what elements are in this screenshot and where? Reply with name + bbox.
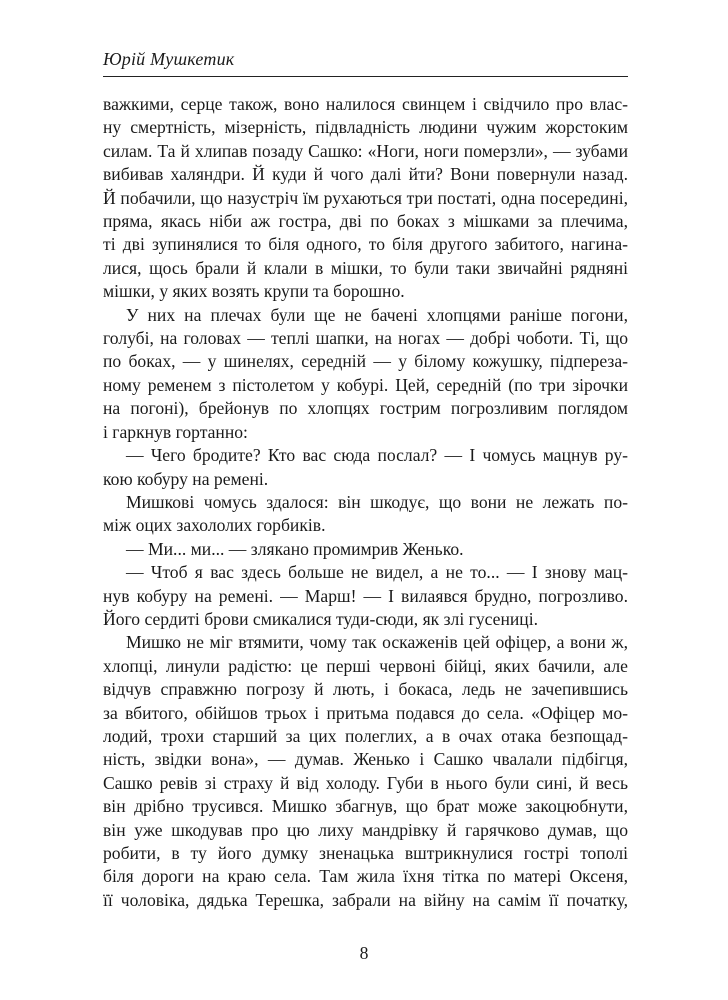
text-line: Мишкові чомусь здалося: він шкодує, що вони не лежать по- <box>126 491 628 512</box>
text-line: між оцих захололих горбиків. <box>103 515 326 536</box>
text-line: по боках, — у шинелях, середній — у білому кожушку, підпереза- <box>103 351 628 372</box>
paragraph <box>103 561 628 631</box>
running-header <box>103 48 628 77</box>
text-line: — Чего бродите? Кто вас сюда послал? — І чомусь мацнув ру- <box>126 445 628 466</box>
text-line: ність, звідки вона», — думав. Женько і Сашко чвалали підбігця, <box>103 749 628 770</box>
paragraph <box>103 93 628 304</box>
text-line: нув кобуру на ремені. — Марш! — І вилаявся брудно, погрозливо. <box>103 585 628 606</box>
text-line: У них на плечах були ще не бачені хлопцями раніше погони, <box>126 304 628 325</box>
text-line: пряма, якась ніби аж гостра, дві по боках з мішками за плечима, <box>103 211 628 232</box>
paragraph <box>103 538 628 561</box>
text-line: її чоловіка, дядька Терешка, забрали на війну на самім її початку, <box>103 889 628 910</box>
text-line: лодий, трохи старший за цих полеглих, а в очах отака безпощад- <box>103 725 628 746</box>
text-line: і гаркнув гортанно: <box>103 421 248 442</box>
text-line: мішки, у яких возять крупи та борошно. <box>103 281 405 302</box>
text-line: хлопці, линули радістю: це перші червоні бійці, яких бачили, але <box>103 655 628 676</box>
paragraph <box>103 444 628 491</box>
text-line: кою кобуру на ремені. <box>103 468 269 489</box>
text-line: Мишко не міг втямити, чому так оскаженів цей офіцер, а вони ж, <box>126 632 628 653</box>
text-line: лися, щось брали й клали в мішки, то були таки звичайні рядняні <box>103 257 628 278</box>
text-line: на погоні), брейонув по хлопцях гострим погрозливим поглядом <box>103 398 628 419</box>
author-name: Юрій Мушкетик <box>103 49 235 69</box>
text-line: важкими, серце також, воно налилося свинцем і свідчило про влас- <box>103 94 628 114</box>
body-text <box>103 93 628 912</box>
text-line: за вбитого, обійшов трьох і притьма подався до села. «Офіцер мо- <box>103 702 628 723</box>
text-line: Сашко ревів зі страху й від холоду. Губи в нього були сині, й весь <box>103 772 628 793</box>
text-line: ну смертність, мізерність, підвладність людини чужим жорстоким <box>103 117 628 138</box>
text-line: ному ременем з пістолетом у кобурі. Цей, середній (по три зірочки <box>103 374 628 395</box>
text-line: Його сердиті брови смикалися туди-сюди, як злі гусениці. <box>103 608 539 629</box>
text-line: ті дві зупинялися то біля одного, то біля другого забитого, нагина- <box>103 234 628 255</box>
text-line: вибивав халяндри. Й куди й чого далі йти? Вони повернули назад. <box>103 164 628 185</box>
text-line: він дрібно трусився. Мишко збагнув, що брат може закоцюбнути, <box>103 796 628 817</box>
paragraph <box>103 491 628 538</box>
text-line: силам. Та й хлипав позаду Сашко: «Ноги, ноги померзли», — зубами <box>103 140 628 161</box>
text-line: відчув справжню погрозу й лють, і бокаса, ледь не зачепившись <box>103 679 628 700</box>
paragraph <box>103 304 628 444</box>
text-line: біля дороги на краю села. Там жила їхня тітка по матері Оксеня, <box>103 866 628 887</box>
header-divider <box>103 76 628 77</box>
text-line: голубі, на головах — теплі шапки, на ногах — добрі чоботи. Ті, що <box>103 328 628 349</box>
text-line: — Чтоб я вас здесь больше не видел, а не то... — І знову мац- <box>126 562 628 583</box>
text-line: він уже шкодував про цю лиху мандрівку й гарячково думав, що <box>103 819 628 840</box>
text-line: — Ми... ми... — злякано промимрив Женько. <box>126 538 464 559</box>
text-line: робити, в ту його думку зненацька вштрикнулися гострі тополі <box>103 843 628 863</box>
page-number: 8 <box>359 943 369 963</box>
paragraph <box>103 631 628 912</box>
text-line: Й побачили, що назустріч їм рухаються три постаті, одна посередині, <box>103 187 628 208</box>
